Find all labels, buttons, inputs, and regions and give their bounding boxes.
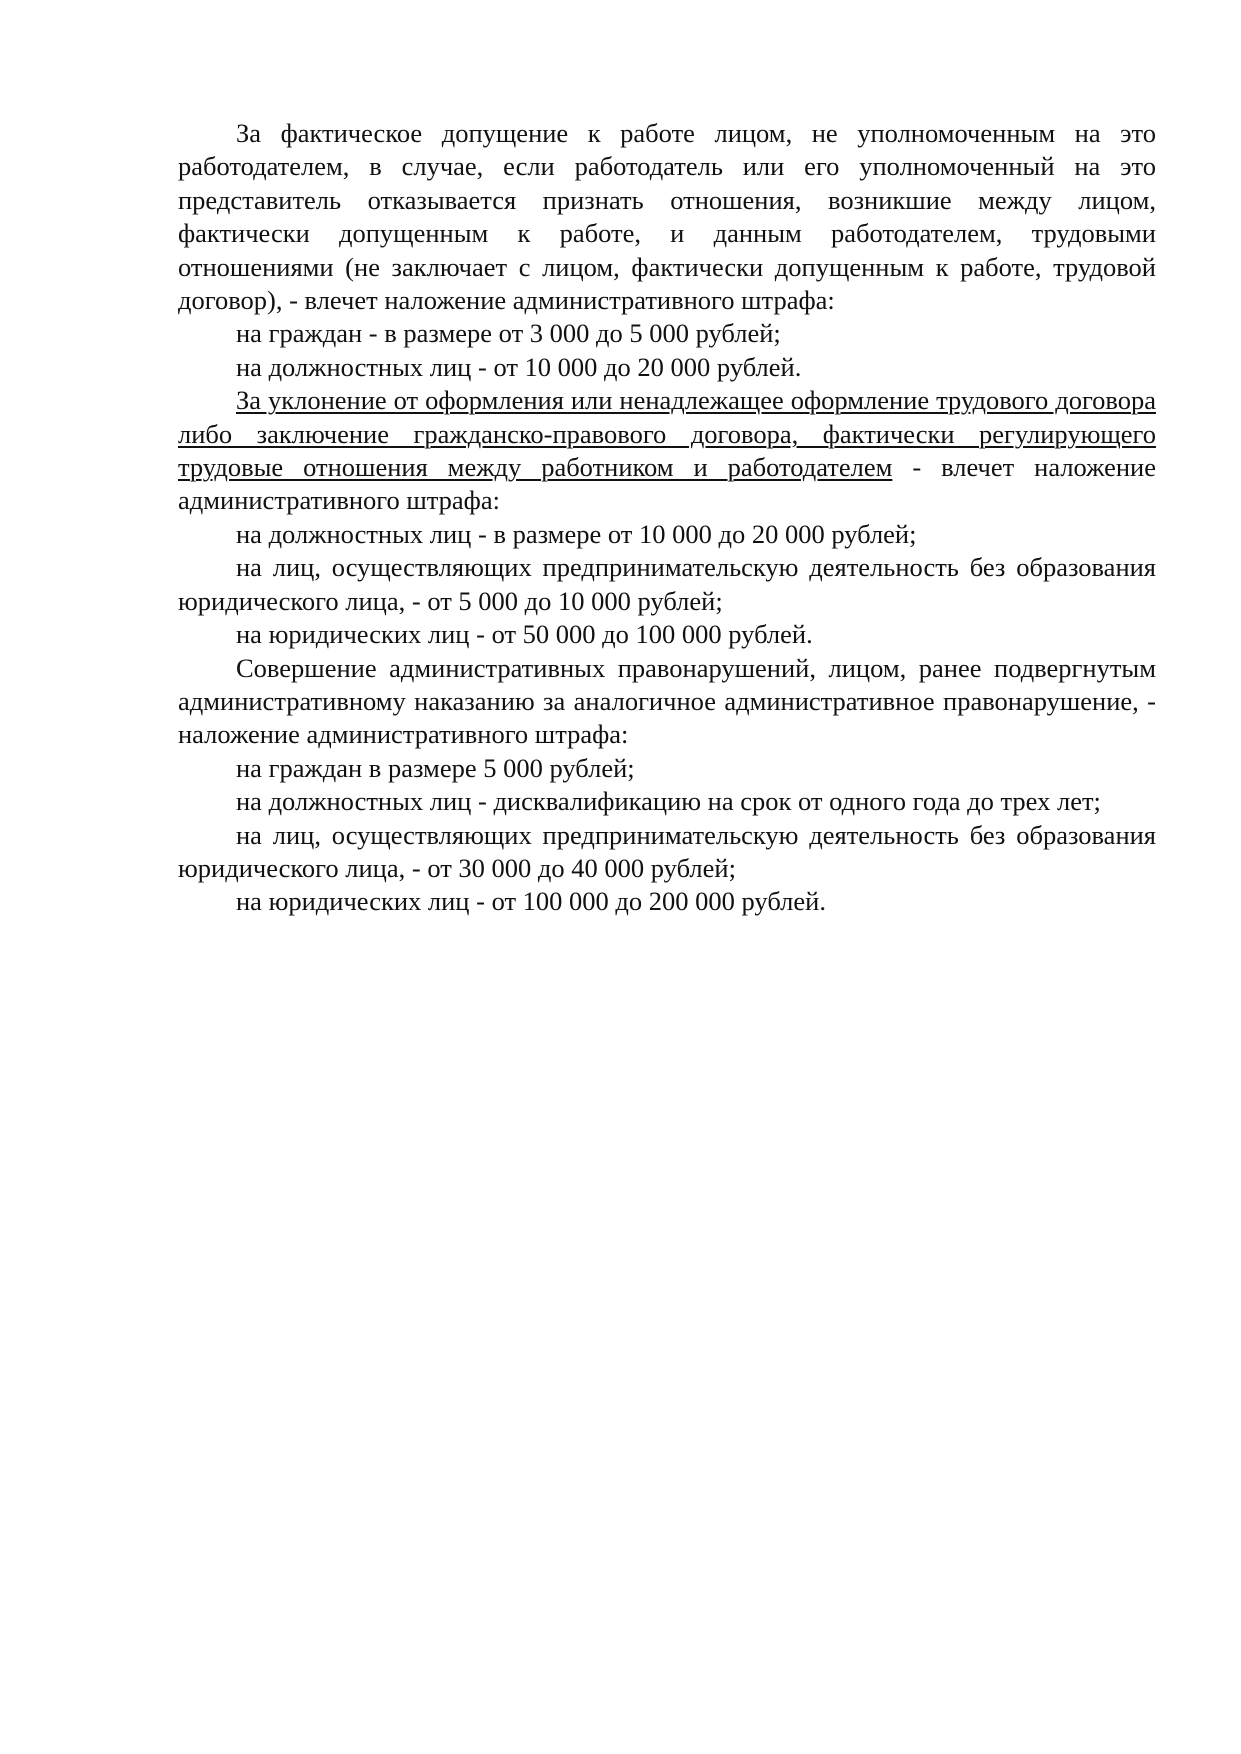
paragraph-fine-legal-entities: на юридических лиц - от 50 000 до 100 000 рублей. — [236, 619, 813, 650]
underlined-text: За уклонение от оформления или ненадлежащее оформление трудового договора либо заключение гражданско-правового договора, фактически регулирующего трудовые отношения между работником и работодателем — [178, 385, 1156, 483]
paragraph-fine-officials: на должностных лиц - от 10 000 до 20 000 рублей. — [236, 351, 802, 382]
paragraph-fine-citizens: на граждан - в размере от 3 000 до 5 000 рублей; — [236, 318, 781, 349]
paragraph-repeat-legal-entities: на юридических лиц - от 100 000 до 200 000 рублей. — [236, 886, 826, 917]
document-body — [178, 117, 1156, 919]
paragraph-fine-officials-2: на должностных лиц - в размере от 10 000 до 20 000 рублей; — [236, 518, 917, 549]
paragraph-repeat-officials: на должностных лиц - дисквалификацию на срок от одного года до трех лет; — [236, 786, 1101, 817]
paragraph-contract-evasion — [178, 384, 1156, 518]
paragraph-repeat-citizens: на граждан в размере 5 000 рублей; — [236, 752, 635, 783]
paragraph-repeat-offense: Совершение административных правонарушений, лицом, ранее подвергнутым административному наказанию за аналогичное административное правонарушение, - наложение административного штрафа: — [178, 652, 1156, 750]
paragraph-unauthorized-admission: За фактическое допущение к работе лицом, не уполномоченным на это работодателем, в случае, если работодатель или его уполномоченный на это представитель отказывается признать отношения, возникшие между лицом, фактически допущенным к работе, и данным работодателем, трудовыми отношениями (не заключает с лицом, фактически допущенным к работе, трудовой договор), - влечет наложение административного штрафа: — [178, 118, 1156, 316]
paragraph-fine-entrepreneurs: на лиц, осуществляющих предпринимательскую деятельность без образования юридического лица, - от 5 000 до 10 000 рублей; — [178, 552, 1156, 616]
paragraph-text: - влечет наложение административного штрафа: — [178, 452, 1156, 516]
paragraph-repeat-entrepreneurs: на лиц, осуществляющих предпринимательскую деятельность без образования юридического лица, - от 30 000 до 40 000 рублей; — [178, 819, 1156, 883]
